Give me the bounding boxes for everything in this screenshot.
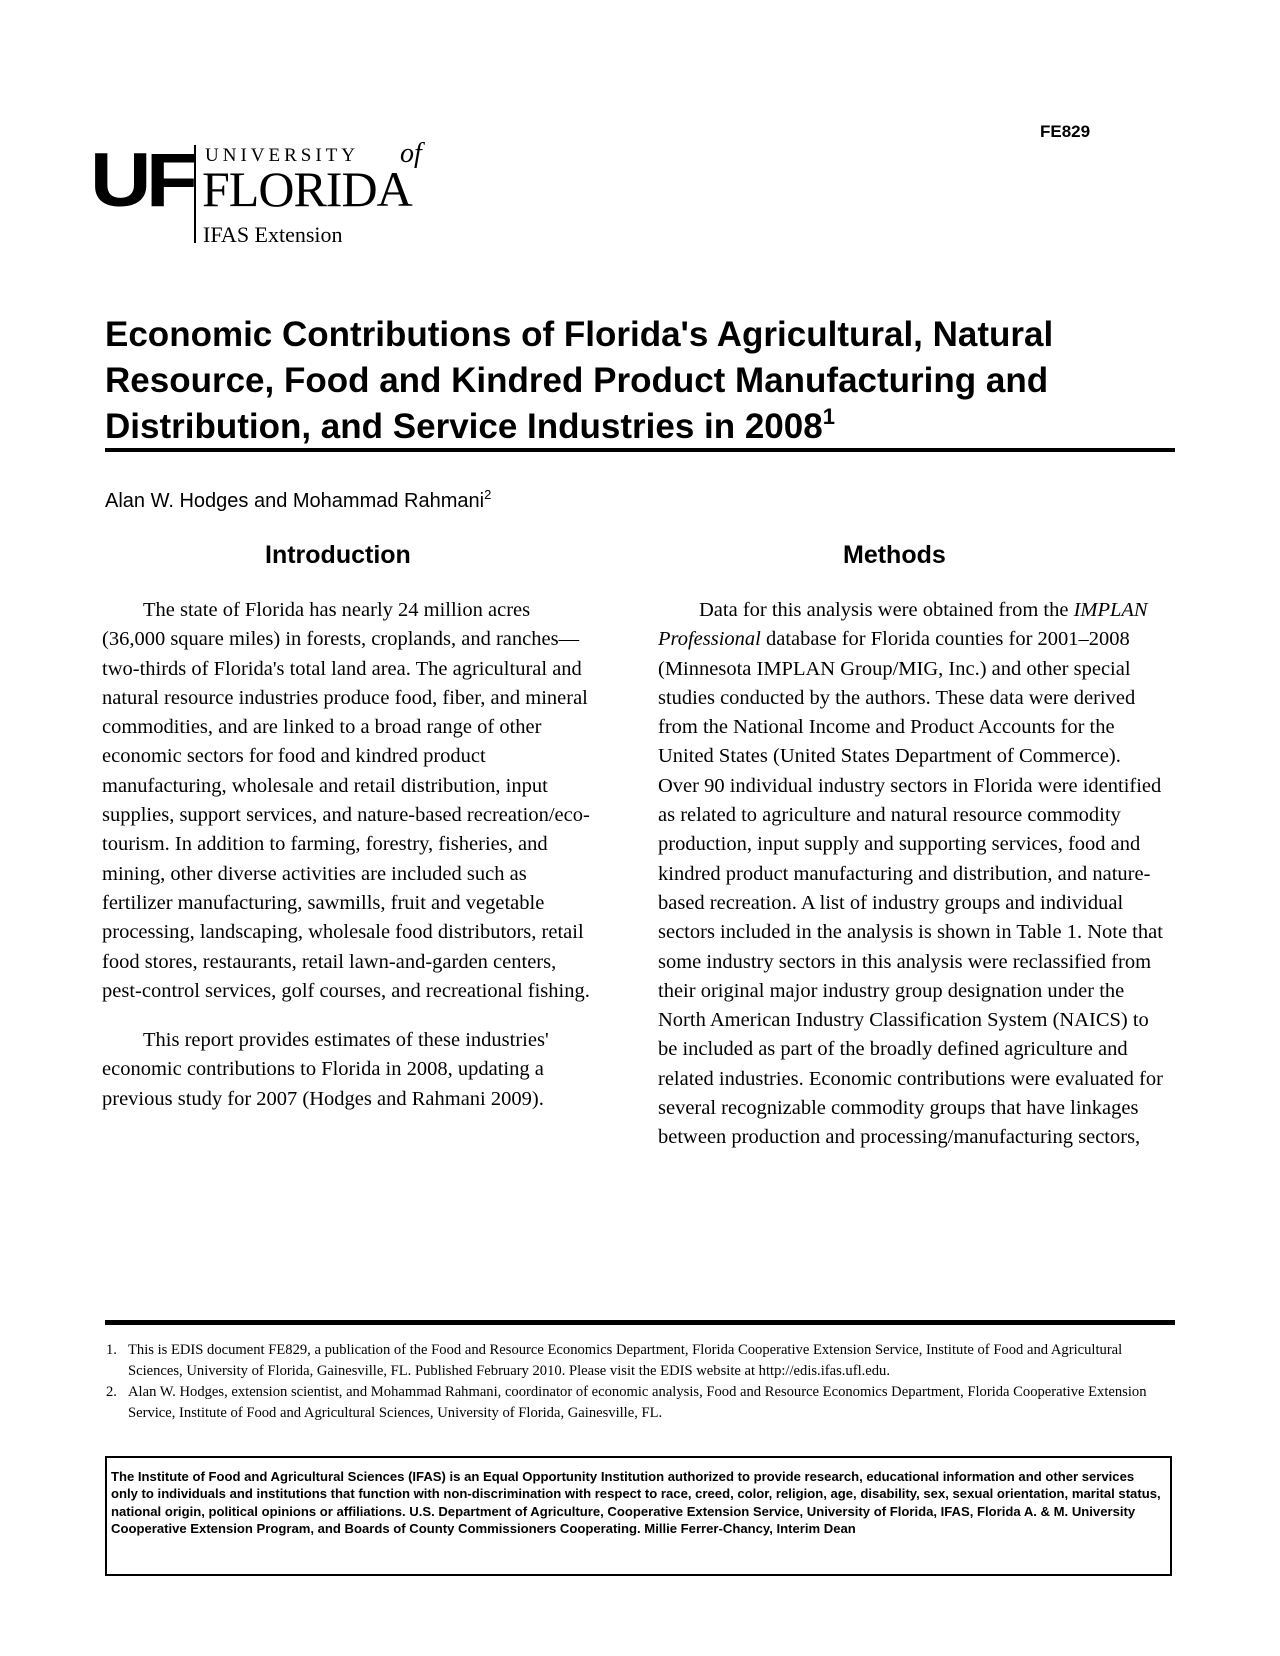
footnote-text: This is EDIS document FE829, a publication of the Food and Resource Economics Department, Florida Cooperative Extension Service, Institute of Food and Agricultural Sciences, University of Florida, Gainesville, FL. Published February 2010. Please visit the EDIS website at http://edis.ifas.ufl.edu. — [128, 1342, 1123, 1379]
document-id: FE829 — [1040, 122, 1091, 141]
footnote-number: 1. — [106, 1342, 117, 1358]
footnote-number: 2. — [106, 1384, 117, 1400]
footnote-item — [106, 1382, 1171, 1424]
footnote-rule — [105, 1320, 1175, 1325]
intro-paragraph: This report provides estimates of these industries' economic contributions to Florida in 2008, updating a previous study for 2007 (Hodges and Rahmani 2009). — [102, 1029, 549, 1110]
logo-of: of — [400, 138, 422, 169]
authors-text: Alan W. Hodges and Mohammad Rahmani — [105, 490, 485, 512]
logo-uf-mark: UF — [90, 138, 193, 223]
introduction-column — [102, 596, 597, 1114]
footnotes — [106, 1340, 1171, 1424]
equal-opportunity-statement: The Institute of Food and Agricultural Sciences (IFAS) is an Equal Opportunity Institution authorized to provide research, educational information and other services only to individuals and institutions that function with non-discrimination with respect to race, creed, color, religion, age, disability, sex, sexual orientation, marital status, national origin, political opinions or affiliations. U.S. Department of Agriculture, Cooperative Extension Service, University of Florida, IFAS, Florida A. & M. University Cooperative Extension Program, and Boards of County Commissioners Cooperating. Millie Ferrer-Chancy, Interim Dean — [105, 1456, 1172, 1576]
logo-ifas-extension: IFAS Extension — [203, 222, 343, 247]
logo-florida: FLORIDA — [202, 161, 412, 217]
logo-divider — [194, 145, 196, 243]
title-rule — [105, 448, 1175, 452]
authors-line — [105, 488, 491, 514]
methods-body-text: database for Florida counties for 2001–2008 (Minnesota IMPLAN Group/MIG, Inc.) and other special studies conducted by the authors. These data were derived from the National Income and Product Accounts for the United States (United States Department of Commerce). Over 90 individual industry sectors in Florida were identified as related to agriculture and natural resource commodity production, input supply and supporting services, food and kindred product manufacturing and distribution, and nature-based recreation. A list of industry groups and individual sectors included in the analysis is shown in Table 1. Note that some industry sectors in this analysis were reclassified from their original major industry group designation under the North American Industry Classification System (NAICS) to be included as part of the broadly defined agriculture and related industries. Economic contributions were evaluated for several recognizable commodity groups that have linkages between production and processing/manufacturing sectors, — [658, 628, 1163, 1149]
implan-database-name: IMPLAN Professional — [658, 599, 1148, 651]
methods-paragraph — [658, 596, 1166, 1153]
document-title — [105, 312, 1185, 450]
authors-footnote-ref: 2 — [484, 487, 492, 502]
uf-ifas-logo — [90, 138, 470, 253]
introduction-heading: Introduction — [265, 541, 411, 569]
methods-heading: Methods — [843, 541, 946, 569]
footnote-text: Alan W. Hodges, extension scientist, and Mohammad Rahmani, coordinator of economic analysis, Food and Resource Economics Department, Florida Cooperative Extension Service, Institute of Food and Agricultural Sciences, University of Florida, Gainesville, FL. — [128, 1384, 1147, 1421]
logo-university: UNIVERSITY — [205, 145, 359, 166]
methods-intro-text: Data for this analysis were obtained from the — [699, 599, 1069, 621]
footnote-item — [106, 1340, 1171, 1382]
title-footnote-ref: 1 — [822, 404, 835, 429]
title-text: Economic Contributions of Florida's Agricultural, Natural Resource, Food and Kindred Product Manufacturing and Distribution, and Service Industries in 2008 — [105, 315, 1054, 446]
methods-column — [658, 596, 1166, 1153]
intro-paragraph: The state of Florida has nearly 24 million acres (36,000 square miles) in forests, croplands, and ranches—two-thirds of Florida's total land area. The agricultural and natural resource industries produce food, fiber, and mineral commodities, and are linked to a broad range of other economic sectors for food and kindred product manufacturing, wholesale and retail distribution, input supplies, support services, and nature-based recreation/eco-tourism. In addition to farming, forestry, fisheries, and mining, other diverse activities are included such as fertilizer manufacturing, sawmills, fruit and vegetable processing, landscaping, wholesale food distributors, retail food stores, restaurants, retail lawn-and-garden centers, pest-control services, golf courses, and recreational fishing. — [102, 599, 590, 1002]
